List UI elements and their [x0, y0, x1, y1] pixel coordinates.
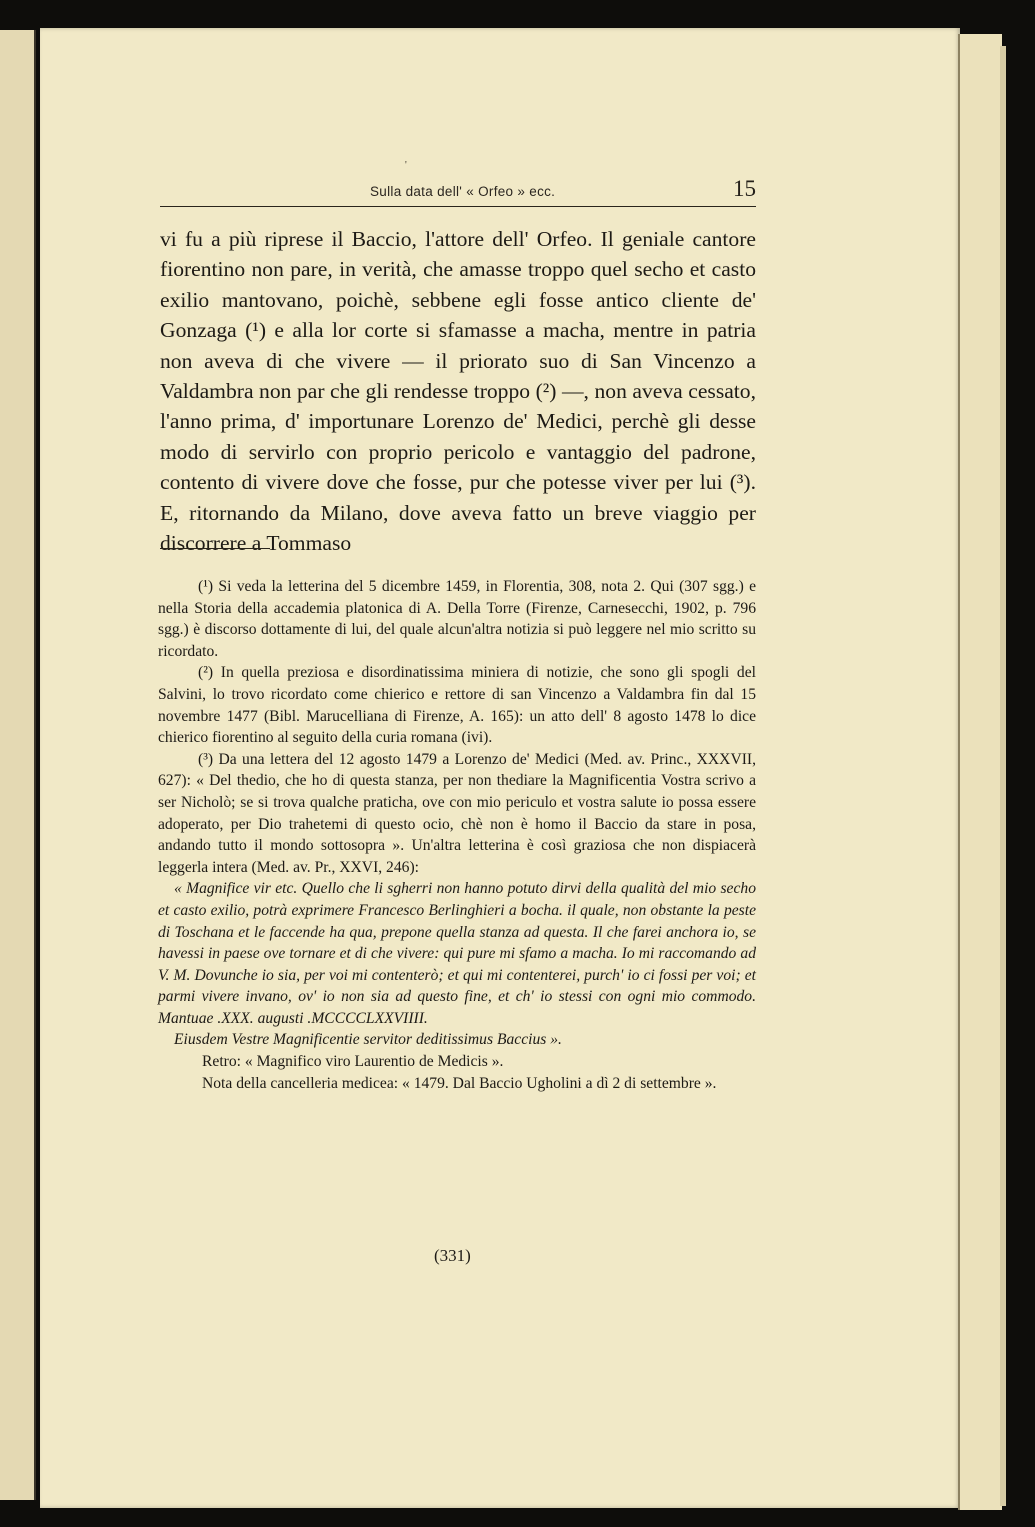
- folio-number: (331): [434, 1246, 471, 1265]
- footnote-3: [158, 749, 756, 879]
- letter-retro: Retro: « Magnifico viro Laurentio de Medicis ».: [202, 1053, 504, 1071]
- footnote-3-text: Da una lettera del 12 agosto 1479 a Lorenzo de' Medici (Med. av. Princ., XXXVII, 627): « Del thedio, che ho di questa stanza, per non thediare la Magnificentia Vostra scrivo a ser Nicholò; se si trova qualche praticha, ove con mio periculo et vostra salute io possa essere adoperato, per Dio trahetemi di questo ocio, chè non è homo il Baccio da stare in posa, andando tutto il mondo sottosopra ». Un'altra letterina è così graziosa che non dispiacerà leggerla intera (Med. av. Pr., XXVI, 246):: [158, 750, 756, 876]
- footnote-2-marker: (²): [198, 664, 214, 682]
- footnote-2: [158, 662, 756, 748]
- footnote-1-marker: (¹): [198, 578, 214, 595]
- chancery-note: Nota della cancelleria medicea: « 1479. Dal Baccio Ugholini a dì 2 di settembre ».: [202, 1074, 717, 1092]
- page-fore-edge-shadow: [1000, 46, 1006, 1506]
- facing-page-edge: [0, 30, 36, 1500]
- running-header: [160, 176, 756, 207]
- footnote-separator: [160, 548, 270, 549]
- main-paragraph: vi fu a più riprese il Baccio, l'attore dell' Orfeo. Il geniale cantore fiorentino non pare, in verità, che amasse troppo quel secho et casto exilio mantovano, poichè, sebbene egli fosse antico cliente de' Gonzaga (¹) e alla lor corte si sfamasse a macha, mentre in patria non aveva di che vivere — il priorato suo di San Vincenzo a Valdambra non par che gli rendesse troppo (²) —, non aveva cessato, l'anno prima, d' importunare Lorenzo de' Medici, perchè gli desse modo di servirlo con proprio pericolo e vantaggio del padrone, contento di vivere dove che fosse, pur che potesse viver per lui (³). E, ritornando da Milano, dove aveva fatto un breve viaggio per discorrere a Tommaso: [160, 227, 756, 556]
- main-text: [160, 224, 756, 558]
- footnote-1: [158, 576, 756, 662]
- running-title: Sulla data dell' « Orfeo » ecc.: [370, 184, 556, 199]
- footnotes: [158, 576, 756, 1094]
- footnote-2-text: In quella preziosa e disordinatissima miniera di notizie, che sono gli spogli del Salvini, lo trovo ricordato come chierico e rettore di san Vincenzo a Valdambra fin dal 15 novembre 1477 (Bibl. Marucelliana di Firenze, A. 165): un atto dell' 8 agosto 1478 lo dice chierico fiorentino al seguito della curia romana (ivi).: [158, 664, 756, 747]
- footnote-1-text: Si veda la letterina del 5 dicembre 1459, in Florentia, 308, nota 2. Qui (307 sgg.) e nella Storia della accademia platonica di A. Della Torre (Firenze, Carnesecchi, 1902, p. 796 sgg.) è discorso dottamente di lui, del quale alcun'altra notizia si può leggere nel mio scritto su ricordato.: [158, 578, 757, 660]
- footnote-3-marker: (³): [198, 750, 214, 768]
- quoted-letter: « Magnifice vir etc. Quello che li sgherri non hanno potuto dirvi della qualità del mio secho et casto exilio, potrà exprimere Francesco Berlinghieri a bocha. il quale, non obstante la peste di Toschana et le faccende ha qua, prepone quella stanza ad questa. Il che farei anchora io, se havessi in paese ove tornare et di che vivere: qui pure mi sfamo a macha. Io mi raccomando ad V. M. Dovunche io sia, per voi mi contenterò; et qui mi contenterei, purch' io ci fossi per voi; et parmi vivere invano, ov' io non sia ad questo fine, et ch' io stessi con ogni mio commodo. Mantuae .XXX. augusti .MCCCCLXXVIIII.: [158, 880, 756, 1027]
- ink-mark: ': [405, 160, 407, 171]
- letter-signature: Eiusdem Vestre Magnificentie servitor deditissimus Baccius ».: [174, 1031, 562, 1049]
- page-number: 15: [733, 176, 756, 201]
- page-fore-edge: [958, 34, 1002, 1510]
